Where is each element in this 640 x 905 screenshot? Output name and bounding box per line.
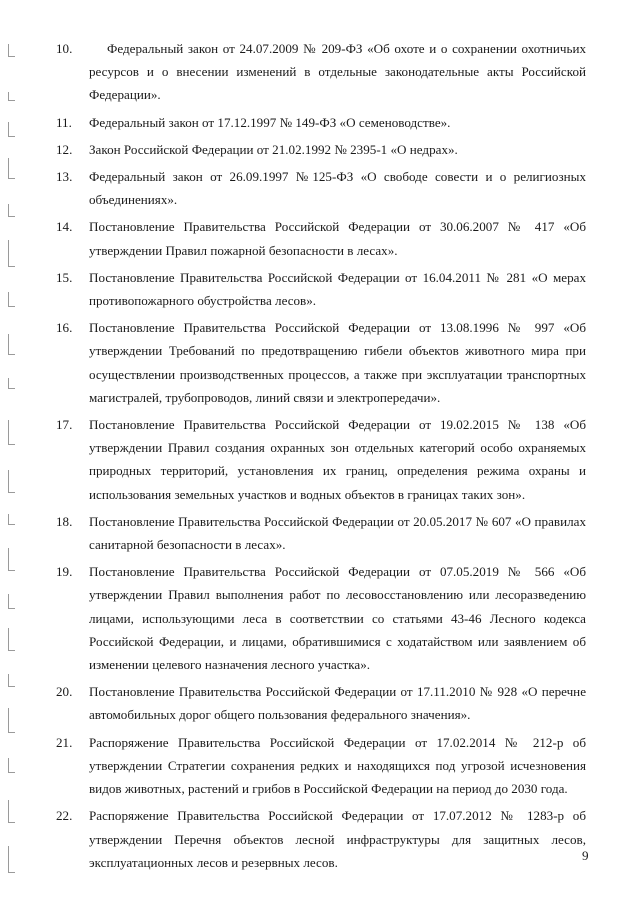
list-item-number: 22. [56,808,73,824]
list-item-text: Постановление Правительства Российской Федерации от 13.08.1996 № 997 «Об утверждении Требований по предотвращению гибели объектов животного мира при осуществлении производственных процессов, а также при эксплуатации транспортных магистралей, трубопроводов, линий связи и электропередачи». [89,320,586,405]
list-item [56,266,586,312]
list-item-number: 18. [56,513,73,529]
list-item [56,413,586,506]
list-item-number: 20. [56,684,73,700]
list-item-text: Постановление Правительства Российской Федерации от 17.11.2010 № 928 «О перечне автомобильных дорог общего пользования федерального значения». [89,684,586,723]
list-item [56,37,586,107]
list-item-text: Постановление Правительства Российской Федерации от 30.06.2007 № 417 «Об утверждении Правил пожарной безопасности в лесах». [89,219,586,258]
list-item-number: 17. [56,417,73,433]
list-item [56,215,586,261]
list-item [56,510,586,556]
list-item [56,560,586,676]
list-item-text: Закон Российской Федерации от 21.02.1992 № 2395-1 «О недрах». [89,141,458,157]
list-item-text: Распоряжение Правительства Российской Федерации от 17.02.2014 № 212-р об утверждении Стратегии сохранения редких и находящихся под угрозой исчезновения видов животных, растений и грибов в Российской Федерации на период до 2030 года. [89,734,586,797]
list-item-text: Федеральный закон от 24.07.2009 № 209-ФЗ «Об охоте и о сохранении охотничьих ресурсов и о внесении изменений в отдельные законодательные акты Российской Федерации». [89,41,586,103]
list-item-number: 16. [56,320,73,336]
list-item-text: Федеральный закон от 17.12.1997 № 149-ФЗ «О семеноводстве». [89,114,451,130]
list-item-number: 14. [56,219,73,235]
list-item [56,316,586,409]
list-item-text: Распоряжение Правительства Российской Федерации от 17.07.2012 № 1283-р об утверждении Перечня объектов лесной инфраструктуры для защитных лесов, эксплуатационных лесов и резервных лесов. [89,808,586,870]
list-item [56,138,586,161]
list-item [56,680,586,726]
list-item-number: 11. [56,114,72,130]
list-item-text: Федеральный закон от 26.09.1997 №125-ФЗ «О свободе совести и о религиозных объединениях». [89,169,586,208]
list-item-number: 15. [56,269,73,285]
list-item-number: 10. [56,41,73,56]
list-item-text: Постановление Правительства Российской Федерации от 19.02.2015 № 138 «Об утверждении Правил создания охранных зон отдельных категорий особо охраняемых природных территорий, установления их границ, определения режима охраны и использования земельных участков и водных объектов в границах таких зон». [89,417,586,502]
list-item-text: Постановление Правительства Российской Федерации от 20.05.2017 № 607 «О правилах санитарной безопасности в лесах». [89,513,586,553]
page-number: 9 [582,848,589,863]
binding-margin-marks [0,0,30,905]
list-item [56,731,586,801]
list-item-number: 12. [56,141,73,157]
legislation-list [56,37,586,878]
list-item-number: 19. [56,564,73,580]
list-item-number: 21. [56,734,73,750]
list-item [56,165,586,211]
list-item-text: Постановление Правительства Российской Федерации от 16.04.2011 № 281 «О мерах противопожарного обустройства лесов». [89,269,586,309]
list-item [56,804,586,874]
list-item [56,111,586,134]
list-item-number: 13. [56,169,73,185]
list-item-text: Постановление Правительства Российской Федерации от 07.05.2019 № 566 «Об утверждении Правил выполнения работ по лесовосстановлению или лесоразведению лицами, использующими леса в соответствии со статьями 43-46 Лесного кодекса Российской Федерации, и лицами, обратившимися с ходатайством или заявлением об изменении целевого назначения лесного участка». [89,564,586,673]
